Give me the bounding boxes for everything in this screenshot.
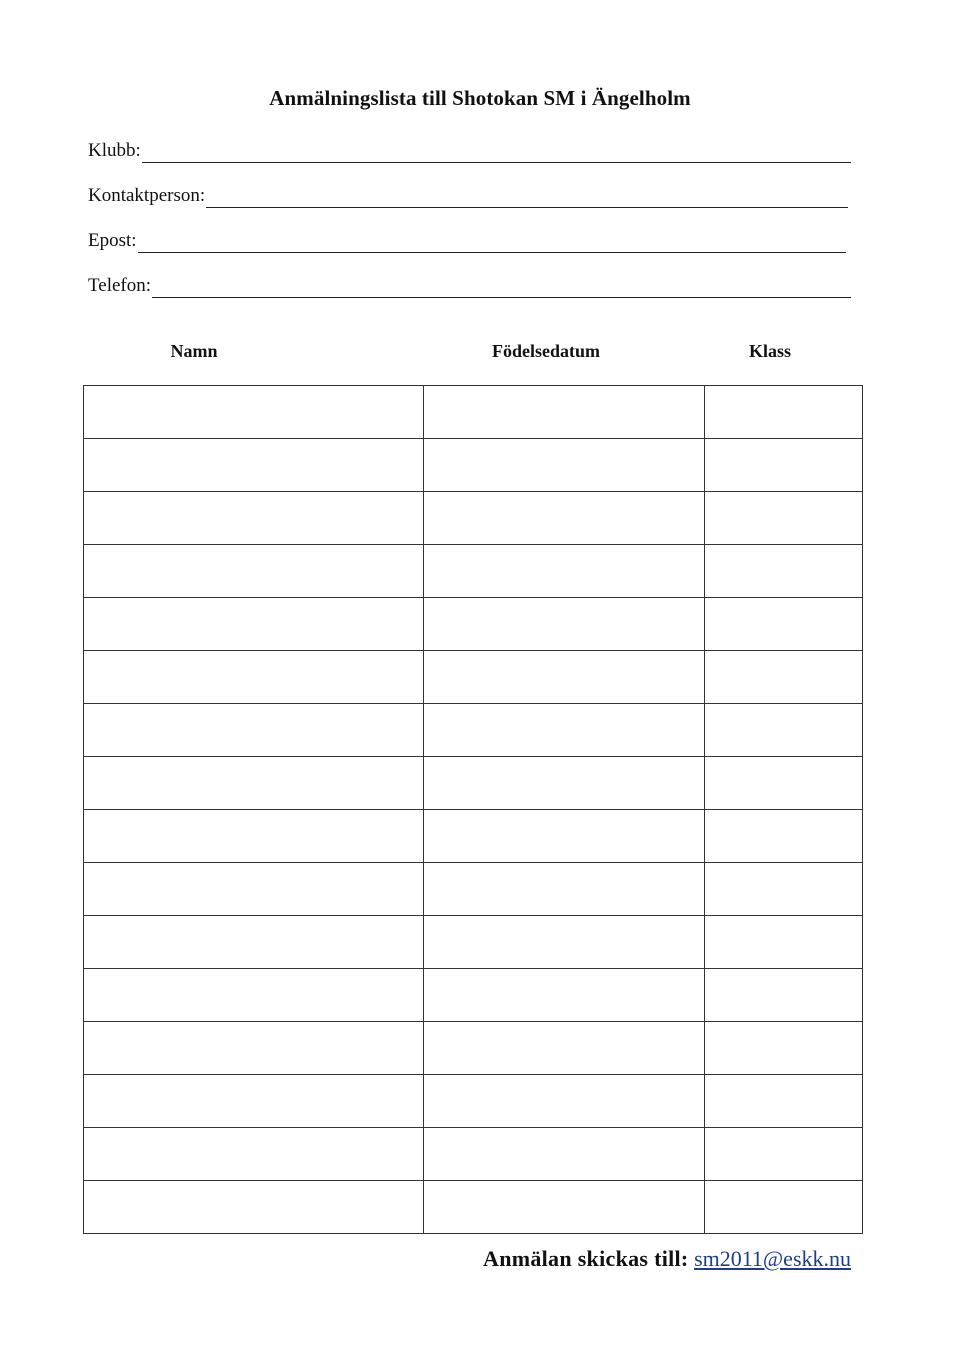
contact-person-field [88, 182, 848, 208]
footer [483, 1246, 851, 1272]
table-row [84, 598, 863, 651]
table-row [84, 810, 863, 863]
birthdate-cell[interactable] [424, 757, 705, 810]
table-row [84, 386, 863, 439]
name-cell[interactable] [84, 863, 424, 916]
registration-table [83, 385, 863, 1234]
column-header-birthdate: Födelsedatum [492, 341, 600, 361]
class-cell[interactable] [705, 1022, 863, 1075]
birthdate-cell[interactable] [424, 1128, 705, 1181]
name-cell[interactable] [84, 810, 424, 863]
birthdate-cell[interactable] [424, 863, 705, 916]
column-header-class: Klass [748, 341, 791, 361]
class-cell[interactable] [705, 810, 863, 863]
table-row [84, 651, 863, 704]
birthdate-cell[interactable] [424, 916, 705, 969]
birthdate-cell[interactable] [424, 1181, 705, 1234]
name-cell[interactable] [84, 439, 424, 492]
name-cell[interactable] [84, 1128, 424, 1181]
footer-email-link[interactable]: sm2011@eskk.nu [694, 1246, 852, 1271]
name-cell[interactable] [84, 651, 424, 704]
class-cell[interactable] [705, 1128, 863, 1181]
class-cell[interactable] [705, 1075, 863, 1128]
name-cell[interactable] [84, 969, 424, 1022]
class-cell[interactable] [705, 969, 863, 1022]
name-cell[interactable] [84, 1075, 424, 1128]
name-cell[interactable] [84, 1022, 424, 1075]
phone-field [88, 272, 851, 298]
class-cell[interactable] [705, 704, 863, 757]
class-cell[interactable] [705, 863, 863, 916]
class-cell[interactable] [705, 651, 863, 704]
name-cell[interactable] [84, 545, 424, 598]
phone-label: Telefon: [88, 275, 152, 296]
name-cell[interactable] [84, 704, 424, 757]
name-cell[interactable] [84, 598, 424, 651]
table-row [84, 1075, 863, 1128]
club-input-line[interactable] [142, 142, 851, 163]
club-label: Klubb: [88, 140, 141, 161]
class-cell[interactable] [705, 757, 863, 810]
registration-table-body [84, 386, 863, 1234]
contact-person-label: Kontaktperson: [88, 185, 206, 206]
name-cell[interactable] [84, 1181, 424, 1234]
table-row [84, 545, 863, 598]
class-cell[interactable] [705, 492, 863, 545]
table-row [84, 1181, 863, 1234]
email-field [88, 227, 846, 253]
email-label: Epost: [88, 230, 137, 251]
footer-label: Anmälan skickas till: [483, 1246, 689, 1271]
class-cell[interactable] [705, 1181, 863, 1234]
class-cell[interactable] [705, 386, 863, 439]
table-row [84, 863, 863, 916]
class-cell[interactable] [705, 598, 863, 651]
birthdate-cell[interactable] [424, 651, 705, 704]
page-title: Anmälningslista till Shotokan SM i Ängelholm [269, 86, 691, 110]
class-cell[interactable] [705, 439, 863, 492]
name-cell[interactable] [84, 757, 424, 810]
column-header-name: Namn [170, 341, 218, 361]
name-cell[interactable] [84, 386, 424, 439]
table-row [84, 439, 863, 492]
club-field [88, 137, 851, 163]
name-cell[interactable] [84, 492, 424, 545]
birthdate-cell[interactable] [424, 598, 705, 651]
name-cell[interactable] [84, 916, 424, 969]
birthdate-cell[interactable] [424, 1022, 705, 1075]
birthdate-cell[interactable] [424, 810, 705, 863]
birthdate-cell[interactable] [424, 969, 705, 1022]
birthdate-cell[interactable] [424, 704, 705, 757]
class-cell[interactable] [705, 545, 863, 598]
contact-person-input-line[interactable] [206, 187, 848, 208]
birthdate-cell[interactable] [424, 545, 705, 598]
table-row [84, 757, 863, 810]
table-row [84, 704, 863, 757]
table-row [84, 916, 863, 969]
birthdate-cell[interactable] [424, 386, 705, 439]
class-cell[interactable] [705, 916, 863, 969]
table-row [84, 1022, 863, 1075]
email-input-line[interactable] [138, 232, 846, 253]
birthdate-cell[interactable] [424, 492, 705, 545]
birthdate-cell[interactable] [424, 1075, 705, 1128]
table-row [84, 969, 863, 1022]
table-row [84, 1128, 863, 1181]
table-row [84, 492, 863, 545]
birthdate-cell[interactable] [424, 439, 705, 492]
phone-input-line[interactable] [152, 277, 851, 298]
